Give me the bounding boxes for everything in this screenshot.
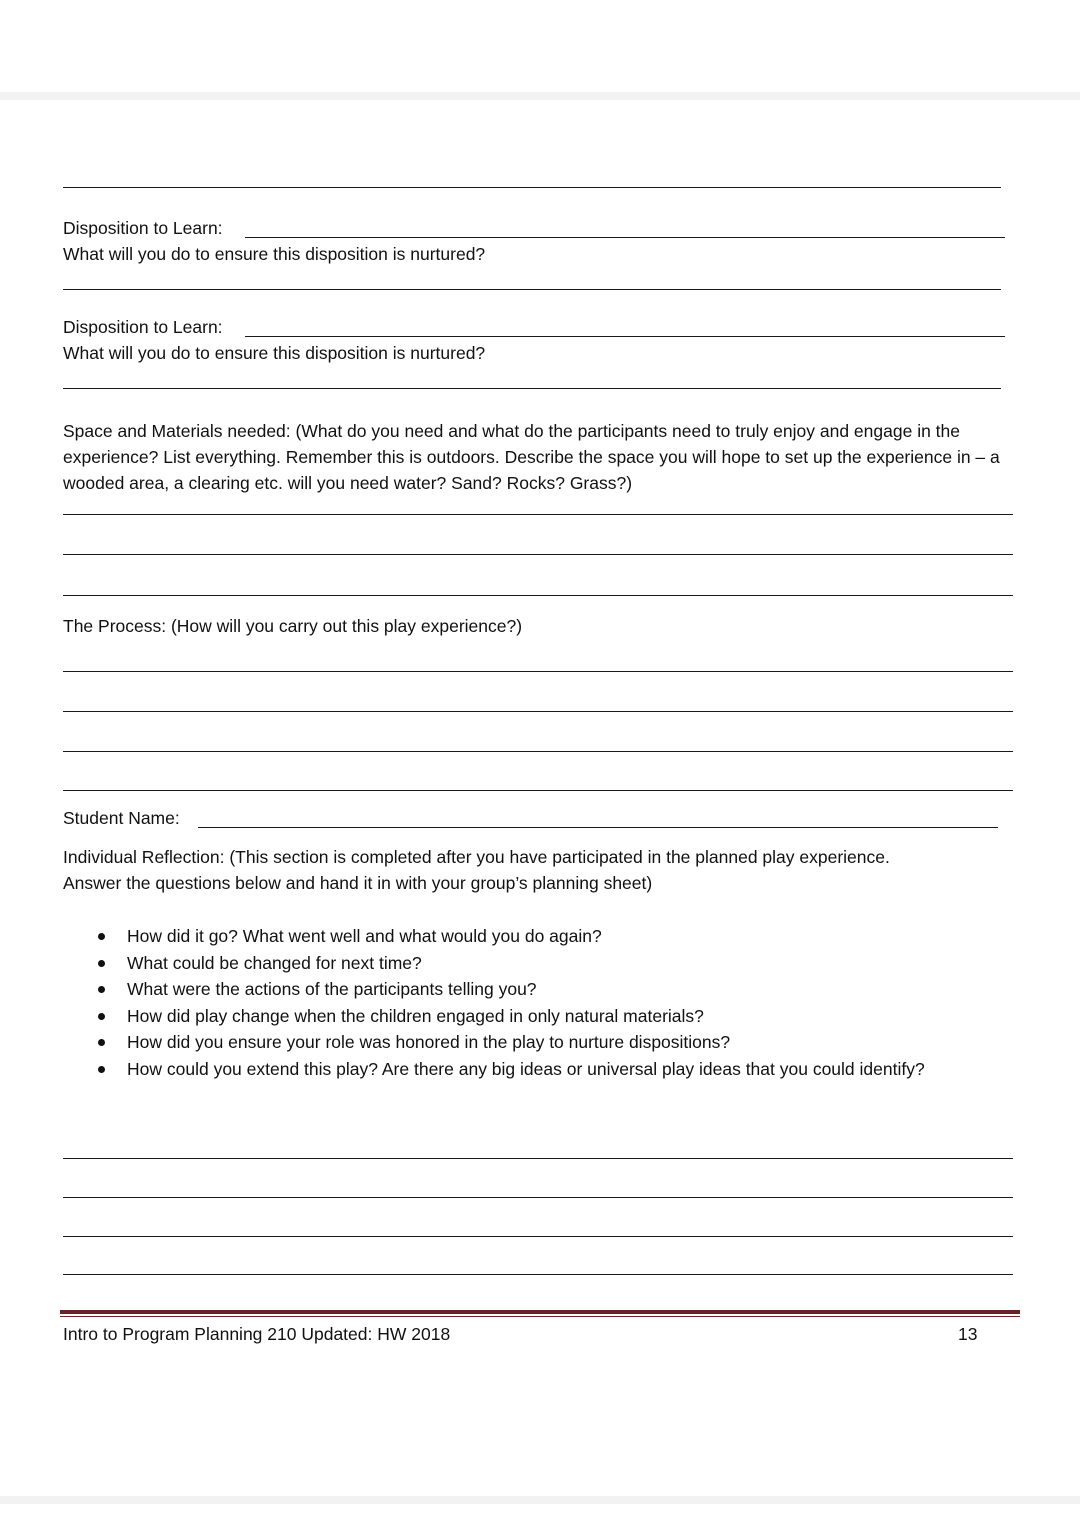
footer-rule-thick [60, 1310, 1020, 1314]
disposition-input-line-2[interactable] [245, 336, 1005, 337]
list-item [63, 950, 1023, 977]
list-item [63, 1003, 1023, 1030]
list-item [63, 1056, 1023, 1083]
reflection-question: How did it go? What went well and what would you do again? [127, 926, 602, 946]
bullet-icon [98, 986, 105, 993]
page-number: 13 [958, 1324, 978, 1344]
reflection-question-list [63, 923, 1023, 1082]
bullet-icon [98, 1039, 105, 1046]
answer-line[interactable] [63, 671, 1013, 672]
reflection-question: How could you extend this play? Are there any big ideas or universal play ideas that you could identify? [127, 1058, 925, 1079]
answer-line[interactable] [63, 514, 1013, 515]
bullet-icon [98, 1013, 105, 1020]
reflection-intro-line-2: Answer the questions below and hand it in with your group’s planning sheet) [63, 873, 653, 893]
top-margin-band [0, 0, 1080, 92]
disposition-question-2: What will you do to ensure this disposition is nurtured? [63, 343, 486, 363]
answer-line[interactable] [63, 711, 1013, 712]
list-item [63, 976, 1023, 1003]
reflection-question: How did play change when the children engaged in only natural materials? [127, 1005, 704, 1026]
list-item [63, 923, 1023, 950]
reflection-question: How did you ensure your role was honored in the play to nurture dispositions? [127, 1032, 731, 1052]
answer-line[interactable] [63, 1158, 1013, 1159]
footer-rule-thin [60, 1316, 1020, 1317]
answer-line[interactable] [63, 554, 1013, 555]
student-name-input-line[interactable] [198, 827, 998, 828]
bottom-margin-band [0, 1504, 1080, 1530]
bullet-icon [98, 1066, 105, 1073]
reflection-intro-line-1: Individual Reflection: (This section is completed after you have participated in the planned play experience. [63, 847, 890, 867]
space-materials-prompt: Space and Materials needed: (What do you need and what do the participants need to truly enjoy and engage in the experience? List everything. Remember this is outdoors. Describe the space you will hope to set up the experience in – a wooded area, a clearing etc. will you need water? Sand? Rocks? Grass?) [63, 421, 1000, 493]
answer-line[interactable] [63, 388, 1001, 389]
bullet-icon [98, 960, 105, 967]
process-prompt: The Process: (How will you carry out this play experience?) [63, 616, 523, 636]
list-item [63, 1029, 1023, 1056]
answer-line [63, 187, 1001, 188]
answer-line[interactable] [63, 595, 1013, 596]
disposition-label-2: Disposition to Learn: [63, 317, 223, 337]
student-name-label: Student Name: [63, 808, 180, 828]
answer-line[interactable] [63, 751, 1013, 752]
reflection-question: What were the actions of the participants telling you? [127, 979, 537, 999]
reflection-question: What could be changed for next time? [127, 952, 422, 973]
answer-line[interactable] [63, 790, 1013, 791]
document-page [0, 100, 1080, 1496]
disposition-label-1: Disposition to Learn: [63, 218, 223, 238]
answer-line[interactable] [63, 289, 1001, 290]
answer-line[interactable] [63, 1197, 1013, 1198]
disposition-input-line-1[interactable] [245, 237, 1005, 238]
footer-course-title: Intro to Program Planning 210 Updated: HW 2018 [63, 1324, 451, 1344]
bullet-icon [98, 933, 105, 940]
answer-line[interactable] [63, 1236, 1013, 1237]
answer-line[interactable] [63, 1274, 1013, 1275]
disposition-question-1: What will you do to ensure this disposition is nurtured? [63, 244, 486, 264]
